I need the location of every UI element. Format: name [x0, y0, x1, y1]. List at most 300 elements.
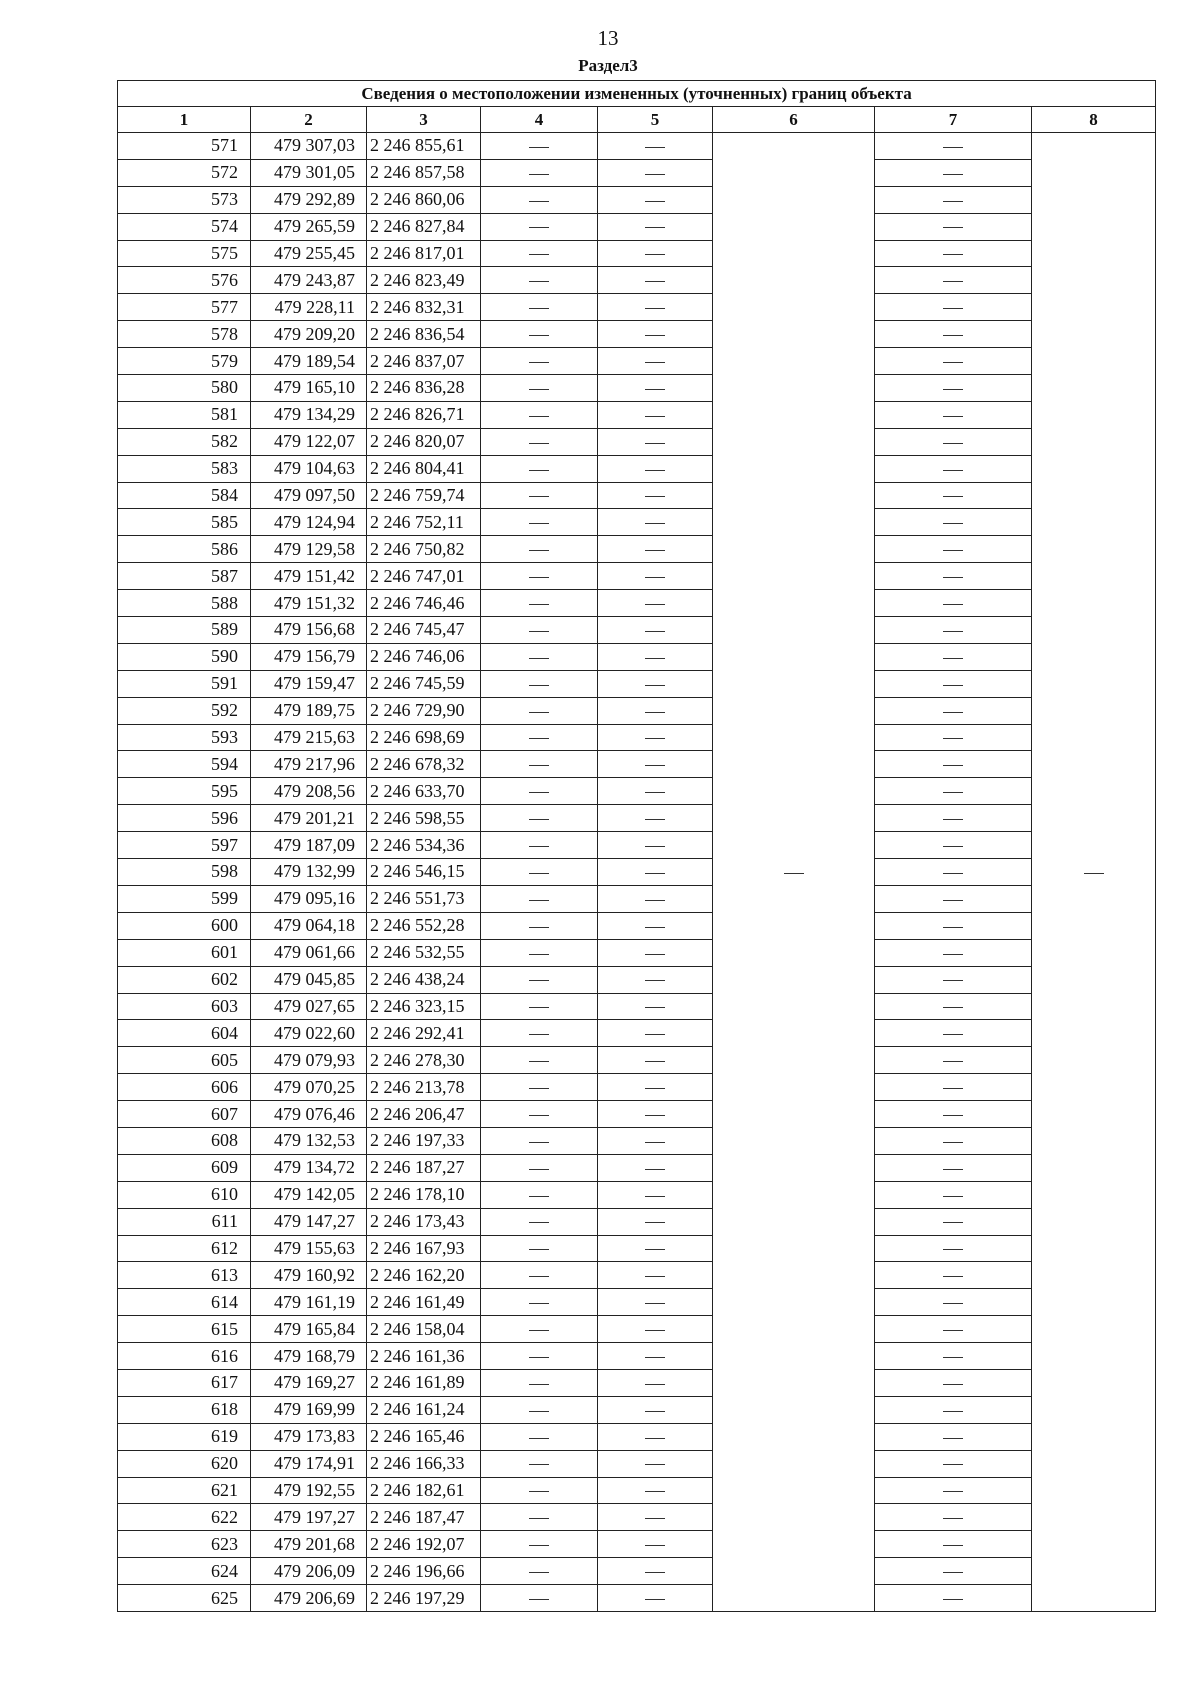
col7-dash [875, 267, 1032, 294]
col4-dash [481, 1450, 598, 1477]
dash-mark [943, 1357, 963, 1358]
col4-dash [481, 1181, 598, 1208]
dash-mark [645, 1572, 665, 1573]
table-row [118, 321, 1156, 348]
col5-dash [598, 348, 713, 375]
coord-y: 2 246 292,41 [367, 1020, 481, 1047]
col4-dash [481, 536, 598, 563]
coord-y: 2 246 817,01 [367, 240, 481, 267]
dash-mark [645, 147, 665, 148]
dash-mark [645, 1303, 665, 1304]
point-number: 617 [118, 1369, 251, 1396]
coord-x: 479 132,99 [251, 859, 367, 886]
coord-y: 2 246 182,61 [367, 1477, 481, 1504]
coord-x: 479 095,16 [251, 885, 367, 912]
col7-dash [875, 1504, 1032, 1531]
coord-x: 479 169,99 [251, 1396, 367, 1423]
coord-x: 479 243,87 [251, 267, 367, 294]
col7-dash [875, 375, 1032, 402]
col5-dash [598, 1289, 713, 1316]
col4-dash [481, 1235, 598, 1262]
dash-mark [645, 900, 665, 901]
dash-mark [529, 416, 549, 417]
col5-dash [598, 1504, 713, 1531]
dash-mark [645, 254, 665, 255]
table-row [118, 375, 1156, 402]
point-number: 578 [118, 321, 251, 348]
coord-x: 479 151,32 [251, 590, 367, 617]
point-number: 593 [118, 724, 251, 751]
col5-dash [598, 536, 713, 563]
col5-dash [598, 966, 713, 993]
col7-dash [875, 159, 1032, 186]
point-number: 575 [118, 240, 251, 267]
coord-x: 479 156,79 [251, 643, 367, 670]
col4-dash [481, 482, 598, 509]
coord-x: 479 206,69 [251, 1585, 367, 1612]
table-row [118, 1396, 1156, 1423]
dash-mark [529, 1491, 549, 1492]
table-row [118, 670, 1156, 697]
col5-dash [598, 1423, 713, 1450]
dash-mark [529, 1115, 549, 1116]
point-number: 625 [118, 1585, 251, 1612]
col4-dash [481, 912, 598, 939]
dash-mark [645, 443, 665, 444]
col5-dash [598, 1127, 713, 1154]
dash-mark [529, 1518, 549, 1519]
coord-x: 479 265,59 [251, 213, 367, 240]
dash-mark [943, 819, 963, 820]
col5-dash [598, 885, 713, 912]
table-row [118, 1154, 1156, 1181]
coord-y: 2 246 857,58 [367, 159, 481, 186]
table-row [118, 885, 1156, 912]
point-number: 571 [118, 133, 251, 160]
point-number: 592 [118, 697, 251, 724]
col4-dash [481, 751, 598, 778]
coord-y: 2 246 187,47 [367, 1504, 481, 1531]
col7-dash [875, 1585, 1032, 1612]
coord-y: 2 246 836,28 [367, 375, 481, 402]
dash-mark [529, 443, 549, 444]
coord-x: 479 255,45 [251, 240, 367, 267]
dash-mark [529, 1545, 549, 1546]
table-row [118, 267, 1156, 294]
col7-dash [875, 1289, 1032, 1316]
table-row [118, 966, 1156, 993]
col5-dash [598, 1074, 713, 1101]
coord-x: 479 124,94 [251, 509, 367, 536]
col4-dash [481, 1396, 598, 1423]
col7-dash [875, 966, 1032, 993]
dash-mark [529, 1276, 549, 1277]
table-body [118, 133, 1156, 1612]
table-row [118, 455, 1156, 482]
coord-x: 479 097,50 [251, 482, 367, 509]
dash-mark [529, 1357, 549, 1358]
col5-dash [598, 267, 713, 294]
coord-y: 2 246 192,07 [367, 1531, 481, 1558]
dash-mark [645, 738, 665, 739]
table-row [118, 1504, 1156, 1531]
point-number: 597 [118, 832, 251, 859]
col5-dash [598, 617, 713, 644]
column-header: 6 [713, 107, 875, 133]
col4-dash [481, 670, 598, 697]
dash-mark [529, 308, 549, 309]
coord-x: 479 169,27 [251, 1369, 367, 1396]
col5-dash [598, 1558, 713, 1585]
dash-mark [645, 1222, 665, 1223]
dash-mark [943, 1599, 963, 1600]
coord-y: 2 246 746,06 [367, 643, 481, 670]
col4-dash [481, 1585, 598, 1612]
coord-x: 479 160,92 [251, 1262, 367, 1289]
coord-y: 2 246 161,24 [367, 1396, 481, 1423]
dash-mark [943, 900, 963, 901]
coord-y: 2 246 213,78 [367, 1074, 481, 1101]
point-number: 574 [118, 213, 251, 240]
coord-x: 479 132,53 [251, 1127, 367, 1154]
point-number: 598 [118, 859, 251, 886]
dash-mark [529, 927, 549, 928]
col5-dash [598, 133, 713, 160]
point-number: 605 [118, 1047, 251, 1074]
col4-dash [481, 724, 598, 751]
point-number: 595 [118, 778, 251, 805]
coord-x: 479 187,09 [251, 832, 367, 859]
table-row [118, 1585, 1156, 1612]
dash-mark [645, 1088, 665, 1089]
col4-dash [481, 1423, 598, 1450]
table-row [118, 1235, 1156, 1262]
dash-mark [645, 765, 665, 766]
coord-x: 479 197,27 [251, 1504, 367, 1531]
col4-dash [481, 1289, 598, 1316]
col7-dash [875, 455, 1032, 482]
col5-dash [598, 832, 713, 859]
dash-mark [529, 1007, 549, 1008]
col4-dash [481, 966, 598, 993]
col7-dash [875, 993, 1032, 1020]
col5-dash [598, 1316, 713, 1343]
dash-mark [943, 550, 963, 551]
col5-dash [598, 939, 713, 966]
coord-x: 479 159,47 [251, 670, 367, 697]
dash-mark [645, 335, 665, 336]
coord-x: 479 168,79 [251, 1343, 367, 1370]
col7-dash [875, 805, 1032, 832]
col7-dash [875, 1181, 1032, 1208]
dash-mark [943, 1169, 963, 1170]
coord-y: 2 246 598,55 [367, 805, 481, 832]
coord-x: 479 064,18 [251, 912, 367, 939]
dash-mark [645, 792, 665, 793]
column-header: 2 [251, 107, 367, 133]
dash-mark [645, 1142, 665, 1143]
page-number: 13 [597, 26, 619, 50]
col7-dash [875, 859, 1032, 886]
table-row [118, 133, 1156, 160]
col5-dash [598, 1396, 713, 1423]
dash-mark [645, 1115, 665, 1116]
col5-dash [598, 1208, 713, 1235]
dash-mark [529, 577, 549, 578]
coord-y: 2 246 698,69 [367, 724, 481, 751]
point-number: 612 [118, 1235, 251, 1262]
col5-dash [598, 563, 713, 590]
dash-mark [645, 712, 665, 713]
point-number: 613 [118, 1262, 251, 1289]
dash-mark [943, 658, 963, 659]
col7-dash [875, 939, 1032, 966]
dash-mark [943, 201, 963, 202]
table-row [118, 643, 1156, 670]
point-number: 596 [118, 805, 251, 832]
table-row [118, 186, 1156, 213]
table-row [118, 1369, 1156, 1396]
col4-dash [481, 1127, 598, 1154]
coord-x: 479 134,72 [251, 1154, 367, 1181]
coord-x: 479 161,19 [251, 1289, 367, 1316]
coord-y: 2 246 196,66 [367, 1558, 481, 1585]
coord-x: 479 208,56 [251, 778, 367, 805]
dash-mark [943, 1007, 963, 1008]
coord-x: 479 192,55 [251, 1477, 367, 1504]
col7-dash [875, 670, 1032, 697]
table-row [118, 1316, 1156, 1343]
coord-y: 2 246 534,36 [367, 832, 481, 859]
col4-dash [481, 1369, 598, 1396]
coord-y: 2 246 860,06 [367, 186, 481, 213]
coord-y: 2 246 161,49 [367, 1289, 481, 1316]
table-row [118, 509, 1156, 536]
col7-dash [875, 724, 1032, 751]
table-row [118, 1127, 1156, 1154]
dash-mark [943, 1303, 963, 1304]
coord-x: 479 189,54 [251, 348, 367, 375]
dash-mark [529, 846, 549, 847]
dash-mark [529, 765, 549, 766]
coord-x: 479 134,29 [251, 401, 367, 428]
dash-mark [529, 1169, 549, 1170]
col7-dash [875, 1154, 1032, 1181]
coord-x: 479 142,05 [251, 1181, 367, 1208]
table-row [118, 778, 1156, 805]
col7-dash [875, 1558, 1032, 1585]
point-number: 579 [118, 348, 251, 375]
section-title: Раздел3 [578, 56, 638, 75]
dash-mark [943, 1142, 963, 1143]
col7-dash [875, 240, 1032, 267]
dash-mark [529, 1438, 549, 1439]
point-number: 600 [118, 912, 251, 939]
col4-dash [481, 1477, 598, 1504]
dash-mark [529, 954, 549, 955]
dash-mark [645, 1330, 665, 1331]
col4-dash [481, 1047, 598, 1074]
dash-mark [645, 550, 665, 551]
coord-x: 479 061,66 [251, 939, 367, 966]
coord-y: 2 246 166,33 [367, 1450, 481, 1477]
col4-dash [481, 375, 598, 402]
table-row [118, 1047, 1156, 1074]
dash-mark [529, 1196, 549, 1197]
coord-y: 2 246 836,54 [367, 321, 481, 348]
dash-mark [529, 1034, 549, 1035]
dash-mark [529, 227, 549, 228]
col5-dash [598, 697, 713, 724]
dash-mark [529, 1599, 549, 1600]
table-row [118, 1531, 1156, 1558]
point-number: 585 [118, 509, 251, 536]
col5-dash [598, 859, 713, 886]
table-row [118, 1101, 1156, 1128]
table-row [118, 1020, 1156, 1047]
col5-dash [598, 213, 713, 240]
table-row [118, 751, 1156, 778]
col4-dash [481, 1343, 598, 1370]
dash-mark [943, 147, 963, 148]
col4-dash [481, 1316, 598, 1343]
col5-dash [598, 1262, 713, 1289]
point-number: 606 [118, 1074, 251, 1101]
col4-dash [481, 832, 598, 859]
col7-dash [875, 697, 1032, 724]
point-number: 615 [118, 1316, 251, 1343]
col4-dash [481, 859, 598, 886]
dash-mark [943, 1330, 963, 1331]
col5-dash [598, 724, 713, 751]
table-row [118, 617, 1156, 644]
col4-dash [481, 186, 598, 213]
dash-mark [529, 631, 549, 632]
dash-mark [645, 470, 665, 471]
col5-dash [598, 993, 713, 1020]
point-number: 602 [118, 966, 251, 993]
col4-dash [481, 643, 598, 670]
col4-dash [481, 778, 598, 805]
col5-dash [598, 455, 713, 482]
col7-dash [875, 590, 1032, 617]
point-number: 608 [118, 1127, 251, 1154]
col4-dash [481, 1504, 598, 1531]
col7-dash [875, 1477, 1032, 1504]
dash-mark [943, 792, 963, 793]
table-row [118, 859, 1156, 886]
point-number: 611 [118, 1208, 251, 1235]
col6-merged-cell [713, 133, 875, 1612]
point-number: 610 [118, 1181, 251, 1208]
dash-mark [645, 685, 665, 686]
dash-mark [529, 201, 549, 202]
point-number: 581 [118, 401, 251, 428]
table-row [118, 1262, 1156, 1289]
dash-mark [529, 980, 549, 981]
dash-mark [529, 658, 549, 659]
coord-x: 479 076,46 [251, 1101, 367, 1128]
coord-y: 2 246 551,73 [367, 885, 481, 912]
column-header: 5 [598, 107, 713, 133]
table-row [118, 724, 1156, 751]
point-number: 588 [118, 590, 251, 617]
coord-y: 2 246 187,27 [367, 1154, 481, 1181]
coord-y: 2 246 678,32 [367, 751, 481, 778]
dash-mark [529, 792, 549, 793]
coord-x: 479 201,68 [251, 1531, 367, 1558]
coord-y: 2 246 759,74 [367, 482, 481, 509]
dash-mark [943, 523, 963, 524]
col7-dash [875, 1208, 1032, 1235]
dash-mark [943, 443, 963, 444]
coord-y: 2 246 745,47 [367, 617, 481, 644]
dash-mark [943, 1088, 963, 1089]
coordinates-table [117, 80, 1156, 1612]
dash-mark [645, 523, 665, 524]
coord-y: 2 246 161,36 [367, 1343, 481, 1370]
col5-dash [598, 1235, 713, 1262]
col4-dash [481, 1101, 598, 1128]
col7-dash [875, 213, 1032, 240]
col7-dash [875, 1020, 1032, 1047]
dash-mark [645, 1384, 665, 1385]
coord-y: 2 246 438,24 [367, 966, 481, 993]
coord-y: 2 246 827,84 [367, 213, 481, 240]
dash-mark [943, 1491, 963, 1492]
coord-x: 479 217,96 [251, 751, 367, 778]
table-row [118, 590, 1156, 617]
coord-y: 2 246 752,11 [367, 509, 481, 536]
table-row [118, 993, 1156, 1020]
coord-x: 479 292,89 [251, 186, 367, 213]
col5-dash [598, 1477, 713, 1504]
dash-mark [943, 416, 963, 417]
dash-mark [645, 1464, 665, 1465]
col4-dash [481, 590, 598, 617]
dash-mark [943, 1061, 963, 1062]
col5-dash [598, 805, 713, 832]
dash-mark [529, 685, 549, 686]
dash-mark [943, 496, 963, 497]
dash-mark [943, 1249, 963, 1250]
table-row [118, 1074, 1156, 1101]
point-number: 618 [118, 1396, 251, 1423]
table-row [118, 348, 1156, 375]
coord-y: 2 246 167,93 [367, 1235, 481, 1262]
dash-mark [529, 604, 549, 605]
dash-mark [645, 577, 665, 578]
col4-dash [481, 1208, 598, 1235]
dash-mark [943, 308, 963, 309]
point-number: 620 [118, 1450, 251, 1477]
table-row [118, 832, 1156, 859]
col7-dash [875, 1531, 1032, 1558]
dash-mark [529, 1572, 549, 1573]
point-number: 621 [118, 1477, 251, 1504]
col4-dash [481, 1262, 598, 1289]
col4-dash [481, 1558, 598, 1585]
col7-dash [875, 1047, 1032, 1074]
col5-dash [598, 1181, 713, 1208]
table-row [118, 1289, 1156, 1316]
col5-dash [598, 240, 713, 267]
col7-dash [875, 832, 1032, 859]
dash-mark [943, 1572, 963, 1573]
coord-y: 2 246 633,70 [367, 778, 481, 805]
dash-mark [645, 1599, 665, 1600]
coord-y: 2 246 165,46 [367, 1423, 481, 1450]
